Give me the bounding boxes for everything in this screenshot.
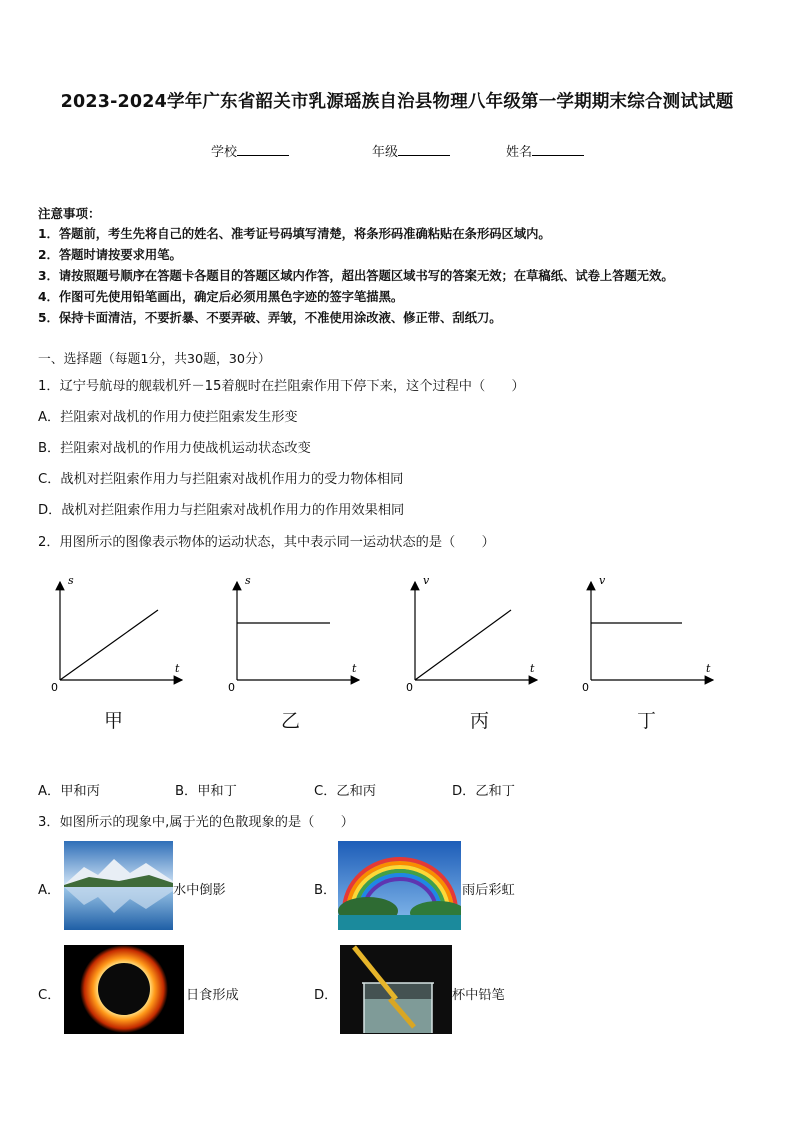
graph-jia-name: 甲 xyxy=(104,710,124,732)
origin-label: 0 xyxy=(51,681,58,694)
x-axis-label: t xyxy=(352,662,357,675)
graph-yi xyxy=(225,570,370,695)
lake-reflection-photo xyxy=(64,841,173,930)
q2-option-d: D．乙和丁 xyxy=(452,784,515,799)
grade-label: 年级 xyxy=(372,145,399,160)
x-axis-label: t xyxy=(706,662,711,675)
note-item: 2．答题时请按要求用笔。 xyxy=(38,248,182,262)
x-axis-label: t xyxy=(175,662,180,675)
q3-option-c-caption: 日食形成 xyxy=(186,988,239,1003)
q1-option-b: B．拦阻索对战机的作用力使战机运动状态改变 xyxy=(38,441,311,456)
school-field[interactable] xyxy=(211,141,289,160)
y-axis-label: v xyxy=(599,574,606,587)
y-axis-label: v xyxy=(423,574,430,587)
rainbow-photo xyxy=(338,841,461,930)
q3-option-a-caption: 水中倒影 xyxy=(173,883,226,898)
q3-option-d-letter: D． xyxy=(314,988,338,1003)
q3-option-a-letter: A． xyxy=(38,883,61,898)
q3-option-c-letter: C． xyxy=(38,988,61,1003)
y-axis-label: s xyxy=(245,574,251,587)
question-3-stem: 3．如图所示的现象中,属于光的色散现象的是（ ） xyxy=(38,815,354,830)
graph-ding-name: 丁 xyxy=(637,710,657,732)
q2-option-a: A．甲和丙 xyxy=(38,784,100,799)
note-item: 3．请按照题号顺序在答题卡各题目的答题区域内作答，超出答题区域书写的答案无效；在草稿纸、试卷上答题无效。 xyxy=(38,269,674,283)
origin-label: 0 xyxy=(582,681,589,694)
graph-line xyxy=(415,610,511,680)
q1-option-d: D．战机对拦阻索作用力与拦阻索对战机作用力的作用效果相同 xyxy=(38,503,405,518)
note-item: 4．作图可先使用铅笔画出，确定后必须用黑色字迹的签字笔描黑。 xyxy=(38,290,404,304)
x-axis-label: t xyxy=(530,662,535,675)
pencil-in-glass-photo xyxy=(340,945,452,1034)
name-field[interactable] xyxy=(506,141,584,160)
y-axis-label: s xyxy=(68,574,74,587)
graph-jia xyxy=(48,570,193,695)
origin-label: 0 xyxy=(406,681,413,694)
q1-option-c: C．战机对拦阻索作用力与拦阻索对战机作用力的受力物体相同 xyxy=(38,472,404,487)
note-item: 1．答题前，考生先将自己的姓名、准考证号码填写清楚，将条形码准确粘贴在条形码区域内。 xyxy=(38,227,551,241)
q3-option-b-caption: 雨后彩虹 xyxy=(462,883,515,898)
grade-field[interactable] xyxy=(372,141,450,160)
q2-option-c: C．乙和丙 xyxy=(314,784,376,799)
graph-ding xyxy=(579,570,724,695)
section-heading: 一、选择题（每题1分，共30题，30分） xyxy=(38,352,271,367)
q2-option-b: B．甲和丁 xyxy=(175,784,237,799)
name-label: 姓名 xyxy=(506,145,533,160)
solar-eclipse-photo xyxy=(64,945,184,1034)
page-title: 2023-2024学年广东省韶关市乳源瑶族自治县物理八年级第一学期期末综合测试试题 xyxy=(60,92,734,112)
graph-bing xyxy=(403,570,548,695)
q3-option-d-caption: 杯中铅笔 xyxy=(452,988,505,1003)
question-1-stem: 1．辽宁号航母的舰载机歼－15着舰时在拦阻索作用下停下来，这个过程中（ ） xyxy=(38,379,525,394)
graph-line xyxy=(60,610,158,680)
note-item: 5．保持卡面清洁，不要折暴、不要弄破、弄皱，不准使用涂改液、修正带、刮纸刀。 xyxy=(38,311,502,325)
q3-option-b-letter: B． xyxy=(314,883,337,898)
school-label: 学校 xyxy=(211,145,238,160)
q1-option-a: A．拦阻索对战机的作用力使拦阻索发生形变 xyxy=(38,410,298,425)
origin-label: 0 xyxy=(228,681,235,694)
question-2-stem: 2．用图所示的图像表示物体的运动状态，其中表示同一运动状态的是（ ） xyxy=(38,535,495,550)
graph-bing-name: 丙 xyxy=(470,710,490,732)
graph-yi-name: 乙 xyxy=(281,710,301,732)
notes-heading: 注意事项： xyxy=(38,206,101,221)
